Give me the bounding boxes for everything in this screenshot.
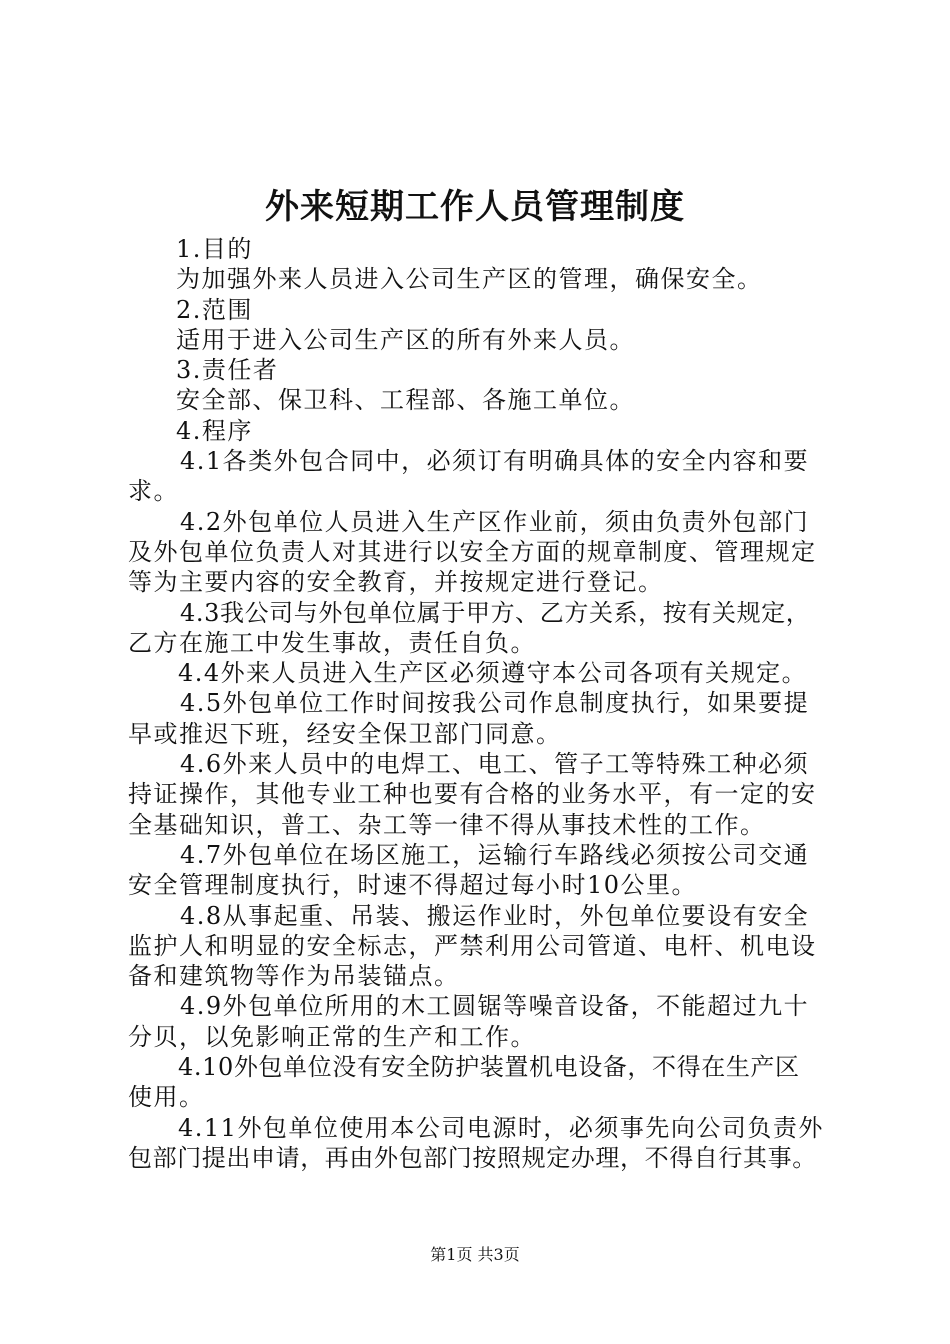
section-text-scope: 适用于进入公司生产区的所有外来人员。 <box>176 325 635 354</box>
paragraph-line: 4.11外包单位使用本公司电源时，必须事先向公司负责外 <box>178 1113 824 1142</box>
paragraph-line: 备和建筑物等作为吊装锚点。 <box>128 962 460 991</box>
document-body <box>128 234 838 1173</box>
paragraph-line: 乙方在施工中发生事故，责任自负。 <box>128 628 536 657</box>
paragraph-line: 求。 <box>128 477 179 506</box>
paragraph-line: 4.10外包单位没有安全防护装置机电设备，不得在生产区 <box>178 1053 800 1082</box>
paragraph-line: 监护人和明显的安全标志，严禁利用公司管道、电杆、机电设 <box>128 931 817 960</box>
paragraph-line: 全基础知识，普工、杂工等一律不得从事技术性的工作。 <box>128 810 766 839</box>
section-text-responsible: 安全部、保卫科、工程部、各施工单位。 <box>176 386 635 415</box>
paragraph-line: 包部门提出申请，再由外包部门按照规定办理，不得自行其事。 <box>128 1143 817 1172</box>
paragraph-line: 早或推迟下班，经安全保卫部门同意。 <box>128 719 562 748</box>
section-heading-responsible: 3.责任者 <box>176 356 279 385</box>
paragraph-line: 4.9外包单位所用的木工圆锯等噪音设备，不能超过九十 <box>180 992 810 1021</box>
paragraph-line: 持证操作，其他专业工种也要有合格的业务水平，有一定的安 <box>128 780 817 809</box>
section-heading-procedure: 4.程序 <box>176 416 253 445</box>
paragraph-line: 4.1各类外包合同中，必须订有明确具体的安全内容和要 <box>180 447 810 476</box>
paragraph-line: 4.6外来人员中的电焊工、电工、管子工等特殊工种必须 <box>180 750 810 779</box>
document-title: 外来短期工作人员管理制度 <box>265 187 685 227</box>
paragraph-line: 等为主要内容的安全教育，并按规定进行登记。 <box>128 568 664 597</box>
section-text-purpose: 为加强外来人员进入公司生产区的管理，确保安全。 <box>176 265 763 294</box>
paragraph-line: 使用。 <box>128 1083 205 1112</box>
paragraph-line: 4.5外包单位工作时间按我公司作息制度执行，如果要提 <box>180 689 810 718</box>
paragraph-line: 安全管理制度执行，时速不得超过每小时10公里。 <box>128 871 698 900</box>
section-heading-scope: 2.范围 <box>176 295 253 324</box>
page-footer: 第1页 共3页 <box>430 1245 520 1264</box>
paragraph-line: 分贝，以免影响正常的生产和工作。 <box>128 1022 536 1051</box>
paragraph-line: 4.2外包单位人员进入生产区作业前，须由负责外包部门 <box>180 507 810 536</box>
paragraph-line: 4.4外来人员进入生产区必须遵守本公司各项有关规定。 <box>178 659 808 688</box>
section-heading-purpose: 1.目的 <box>176 235 253 263</box>
paragraph-line: 4.7外包单位在场区施工，运输行车路线必须按公司交通 <box>180 840 810 869</box>
paragraph-line: 4.3我公司与外包单位属于甲方、乙方关系，按有关规定， <box>180 598 811 627</box>
paragraph-line: 及外包单位负责人对其进行以安全方面的规章制度、管理规定 <box>128 537 817 566</box>
paragraph-line: 4.8从事起重、吊装、搬运作业时，外包单位要设有安全 <box>180 901 810 930</box>
